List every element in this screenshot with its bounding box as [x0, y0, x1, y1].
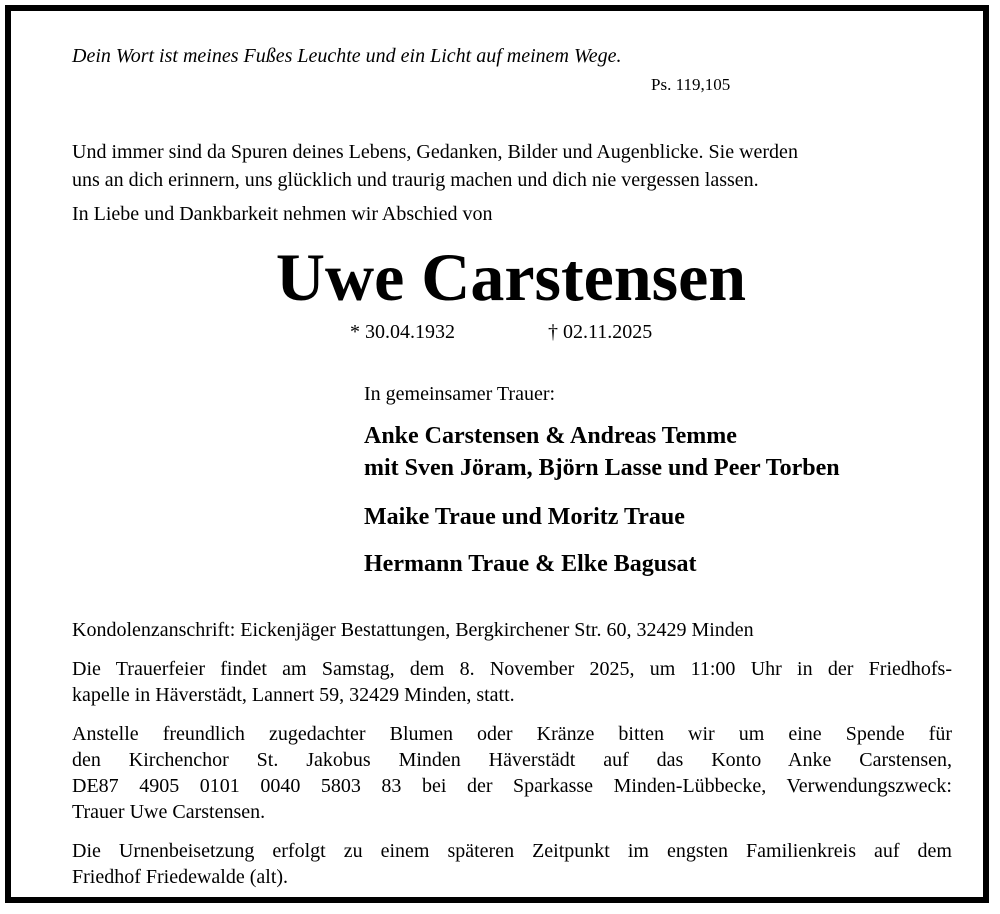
obituary-frame	[5, 5, 989, 903]
burial-line: Die Urnenbeisetzung erfolgt zu einem späteren Zeitpunkt im engsten Familienkreis auf dem	[72, 840, 952, 862]
farewell-text: In Liebe und Dankbarkeit nehmen wir Abschied von	[72, 203, 493, 225]
bible-verse: Dein Wort ist meines Fußes Leuchte und ein Licht auf meinem Wege.	[72, 45, 622, 67]
mourner-group	[364, 420, 840, 484]
death-date: † 02.11.2025	[548, 321, 653, 343]
donation-line: Trauer Uwe Carstensen.	[72, 801, 266, 823]
intro-line: Und immer sind da Spuren deines Lebens, Gedanken, Bilder und Augenblicke. Sie werden	[72, 141, 798, 163]
bible-verse-reference: Ps. 119,105	[651, 75, 731, 94]
burial-line: Friedhof Friedewalde (alt).	[72, 866, 289, 888]
burial-info	[72, 838, 952, 890]
mourner-line: mit Sven Jöram, Björn Lasse und Peer Torben	[364, 455, 840, 481]
donation-line: Anstelle freundlich zugedachter Blumen oder Kränze bitten wir um eine Spende für	[72, 723, 952, 745]
mourner-line: Anke Carstensen & Andreas Temme	[364, 423, 737, 449]
mourner-group: Hermann Traue & Elke Bagusat	[364, 551, 697, 577]
donation-line: DE87 4905 0101 0040 5803 83 bei der Sparkasse Minden-Lübbecke, Verwendungszweck:	[72, 775, 952, 797]
deceased-name: Uwe Carstensen	[275, 239, 747, 315]
donation-info	[72, 721, 952, 825]
donation-line: den Kirchenchor St. Jakobus Minden Häverstädt auf das Konto Anke Carstensen,	[72, 749, 952, 771]
intro-line: uns an dich erinnern, uns glücklich und traurig machen und dich nie vergessen lassen.	[72, 169, 759, 191]
mourner-group: Maike Traue und Moritz Traue	[364, 504, 685, 530]
funeral-info	[72, 656, 952, 708]
condolence-address	[72, 617, 952, 643]
intro-text	[72, 138, 952, 194]
mourners-heading: In gemeinsamer Trauer:	[364, 383, 556, 405]
birth-date: * 30.04.1932	[350, 321, 455, 343]
funeral-line: Die Trauerfeier findet am Samstag, dem 8. November 2025, um 11:00 Uhr in der Friedhofs-	[72, 658, 952, 680]
condolence-line: Kondolenzanschrift: Eickenjäger Bestattungen, Bergkirchener Str. 60, 32429 Minden	[72, 619, 754, 641]
funeral-line: kapelle in Häverstädt, Lannert 59, 32429 Minden, statt.	[72, 684, 515, 706]
